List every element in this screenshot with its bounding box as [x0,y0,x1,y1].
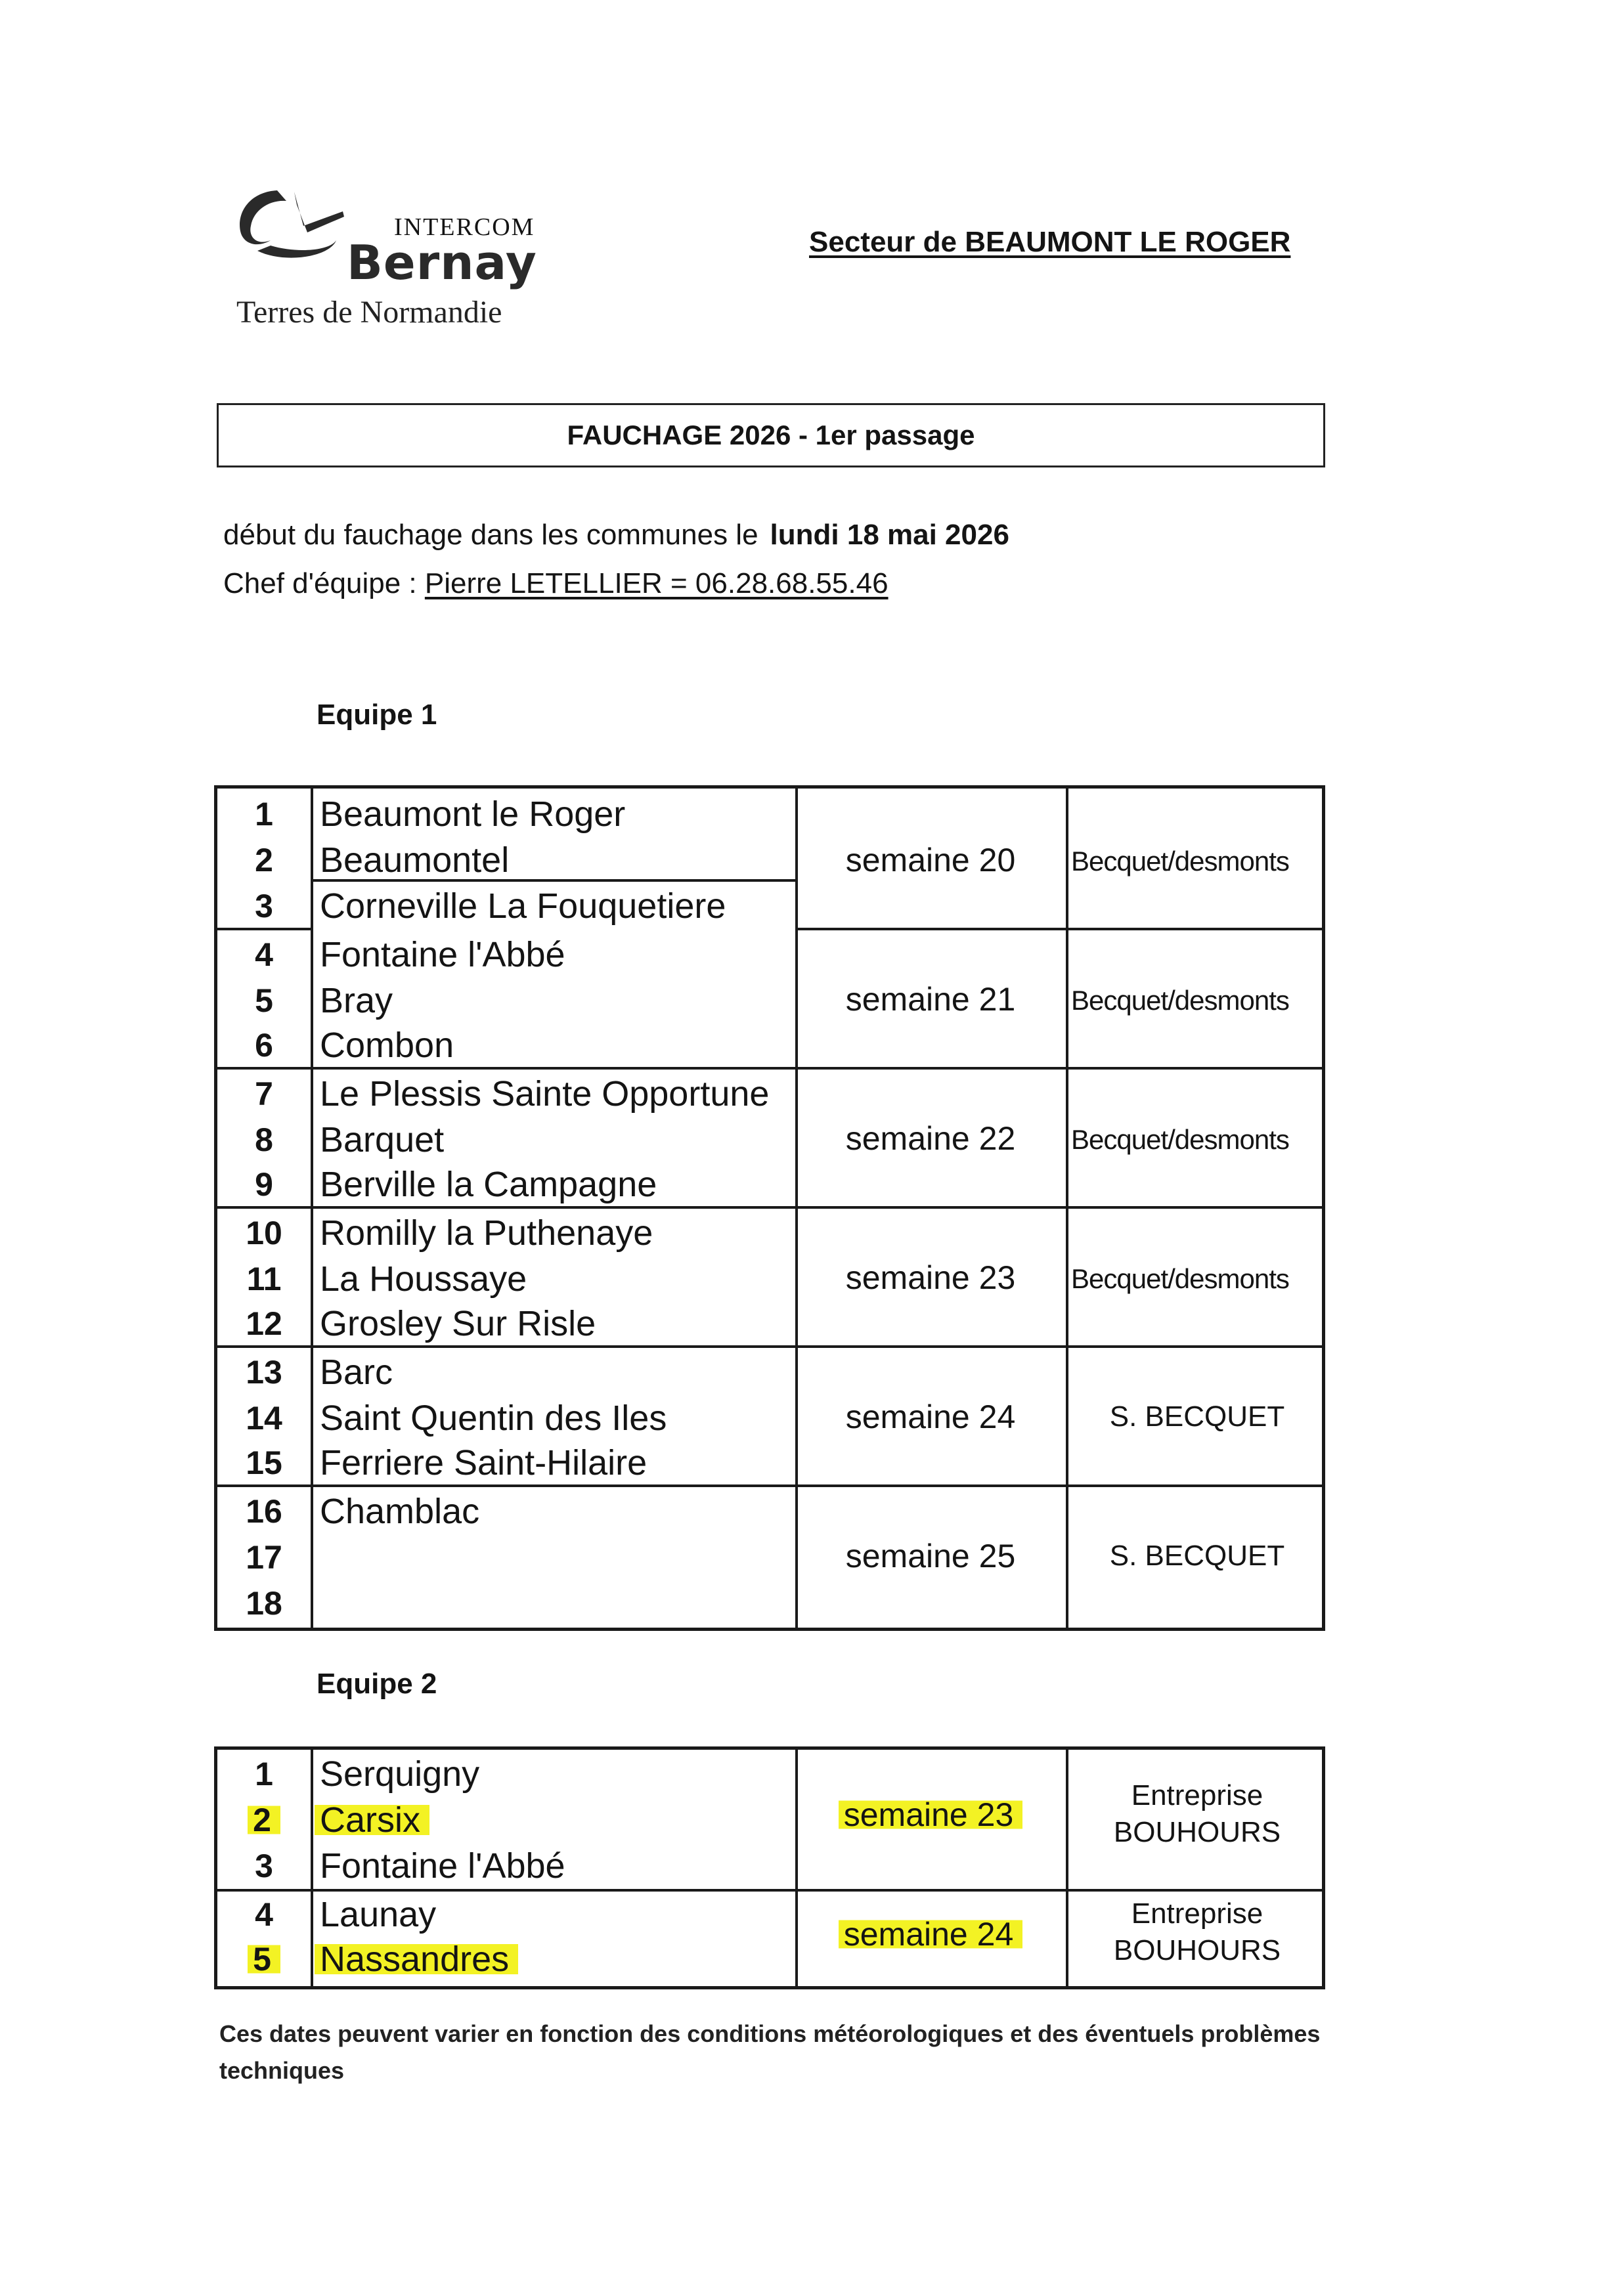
logo-swirl-icon [231,185,356,271]
logo-intercom-text: INTERCOM [394,213,535,241]
row-number: 3 [255,888,273,924]
commune-name: Berville la Campagne [320,1165,657,1204]
team-line1: Entreprise [1131,1779,1263,1811]
row-number: 1 [255,1756,273,1792]
start-date: lundi 18 mai 2026 [770,519,1009,551]
week-cell-highlighted [795,1792,1066,1838]
commune-name: Serquigny [320,1754,480,1794]
row-number: 18 [246,1585,282,1622]
team-cell: Becquet/desmonts [1071,1124,1289,1155]
commune-name: Saint Quentin des Iles [320,1398,667,1438]
row-number: 11 [246,1261,282,1297]
commune-name: Le Plessis Sainte Opportune [320,1074,770,1114]
week-cell: semaine 23 [845,1259,1016,1296]
row-number-highlighted [217,1797,311,1843]
commune-name: Fontaine l'Abbé [320,1846,565,1886]
commune-text: Carsix [315,1800,429,1840]
commune-name: Corneville La Fouquetiere [320,886,726,926]
row-number: 7 [255,1075,273,1112]
row-number: 4 [255,936,273,973]
week-cell: semaine 24 [845,1398,1016,1435]
week-cell: semaine 22 [845,1120,1016,1157]
row-number: 1 [255,796,273,833]
chef-contact: Pierre LETELLIER = 06.28.68.55.46 [424,567,889,599]
commune-name: Chamblac [320,1492,480,1531]
row-number: 5 [255,982,273,1019]
week-cell: semaine 21 [845,981,1016,1018]
row-number-text: 2 [248,1802,280,1838]
team-cell: S. BECQUET [1109,1540,1285,1572]
commune-name-highlighted [315,1797,429,1843]
commune-text: Nassandres [315,1939,518,1979]
commune-name: Ferriere Saint-Hilaire [320,1443,647,1483]
commune-name-highlighted [315,1936,518,1982]
team1-schedule-table [214,785,1325,1631]
team-cell: Becquet/desmonts [1071,985,1289,1016]
commune-name: Beaumontel [320,840,510,880]
row-number: 17 [246,1539,282,1576]
row-number-highlighted [217,1936,311,1982]
team-cell [1068,1895,1326,1969]
team-cell [1068,1777,1326,1851]
team-line2: BOUHOURS [1113,1934,1281,1966]
team-cell: Becquet/desmonts [1071,1263,1289,1294]
row-number: 2 [255,842,273,878]
row-number: 13 [246,1354,282,1391]
sector-heading: Secteur de BEAUMONT LE ROGER [809,226,1291,258]
logo-bernay-text: Bernay [347,235,537,290]
commune-name: Romilly la Puthenaye [320,1213,653,1253]
week-text: semaine 24 [839,1916,1023,1953]
team1-label: Equipe 1 [317,699,437,731]
commune-name: Barc [320,1353,393,1392]
commune-name: Launay [320,1895,437,1934]
row-number: 3 [255,1848,273,1884]
chef-label: Chef d'équipe : [223,567,417,599]
row-number: 4 [255,1896,273,1933]
team2-label: Equipe 2 [317,1668,437,1700]
commune-name: Bray [320,981,393,1020]
commune-name: La Houssaye [320,1259,527,1299]
week-cell-highlighted [795,1911,1066,1957]
commune-name: Barquet [320,1120,445,1159]
team-line1: Entreprise [1131,1897,1263,1930]
commune-name: Beaumont le Roger [320,794,626,834]
footnote: Ces dates peuvent varier en fonction des conditions météorologiques et des éventuels problèmes techniques [219,2020,1321,2084]
commune-name: Grosley Sur Risle [320,1304,596,1343]
team-cell: Becquet/desmonts [1071,846,1289,877]
row-number: 6 [255,1027,273,1064]
row-number: 15 [246,1444,282,1481]
row-number: 12 [246,1305,282,1342]
commune-name: Fontaine l'Abbé [320,935,565,974]
team-leader-line [223,567,889,600]
row-number: 14 [246,1400,282,1437]
team-cell: S. BECQUET [1109,1400,1285,1433]
commune-name: Combon [320,1026,454,1065]
start-date-line [223,519,1009,552]
row-number-text: 5 [248,1941,280,1978]
start-text: début du fauchage dans les communes le [223,519,758,551]
week-cell: semaine 25 [845,1538,1016,1574]
week-text: semaine 23 [839,1796,1023,1833]
team-line2: BOUHOURS [1113,1816,1281,1848]
row-number: 8 [255,1121,273,1158]
row-number: 10 [246,1215,282,1251]
team2-schedule-table [214,1746,1325,1989]
intercom-bernay-logo [231,185,546,337]
row-number: 16 [246,1493,282,1530]
week-cell: semaine 20 [845,842,1016,878]
document-title: FAUCHAGE 2026 - 1er passage [217,403,1325,467]
row-number: 9 [255,1166,273,1203]
logo-subtitle: Terres de Normandie [236,295,502,330]
